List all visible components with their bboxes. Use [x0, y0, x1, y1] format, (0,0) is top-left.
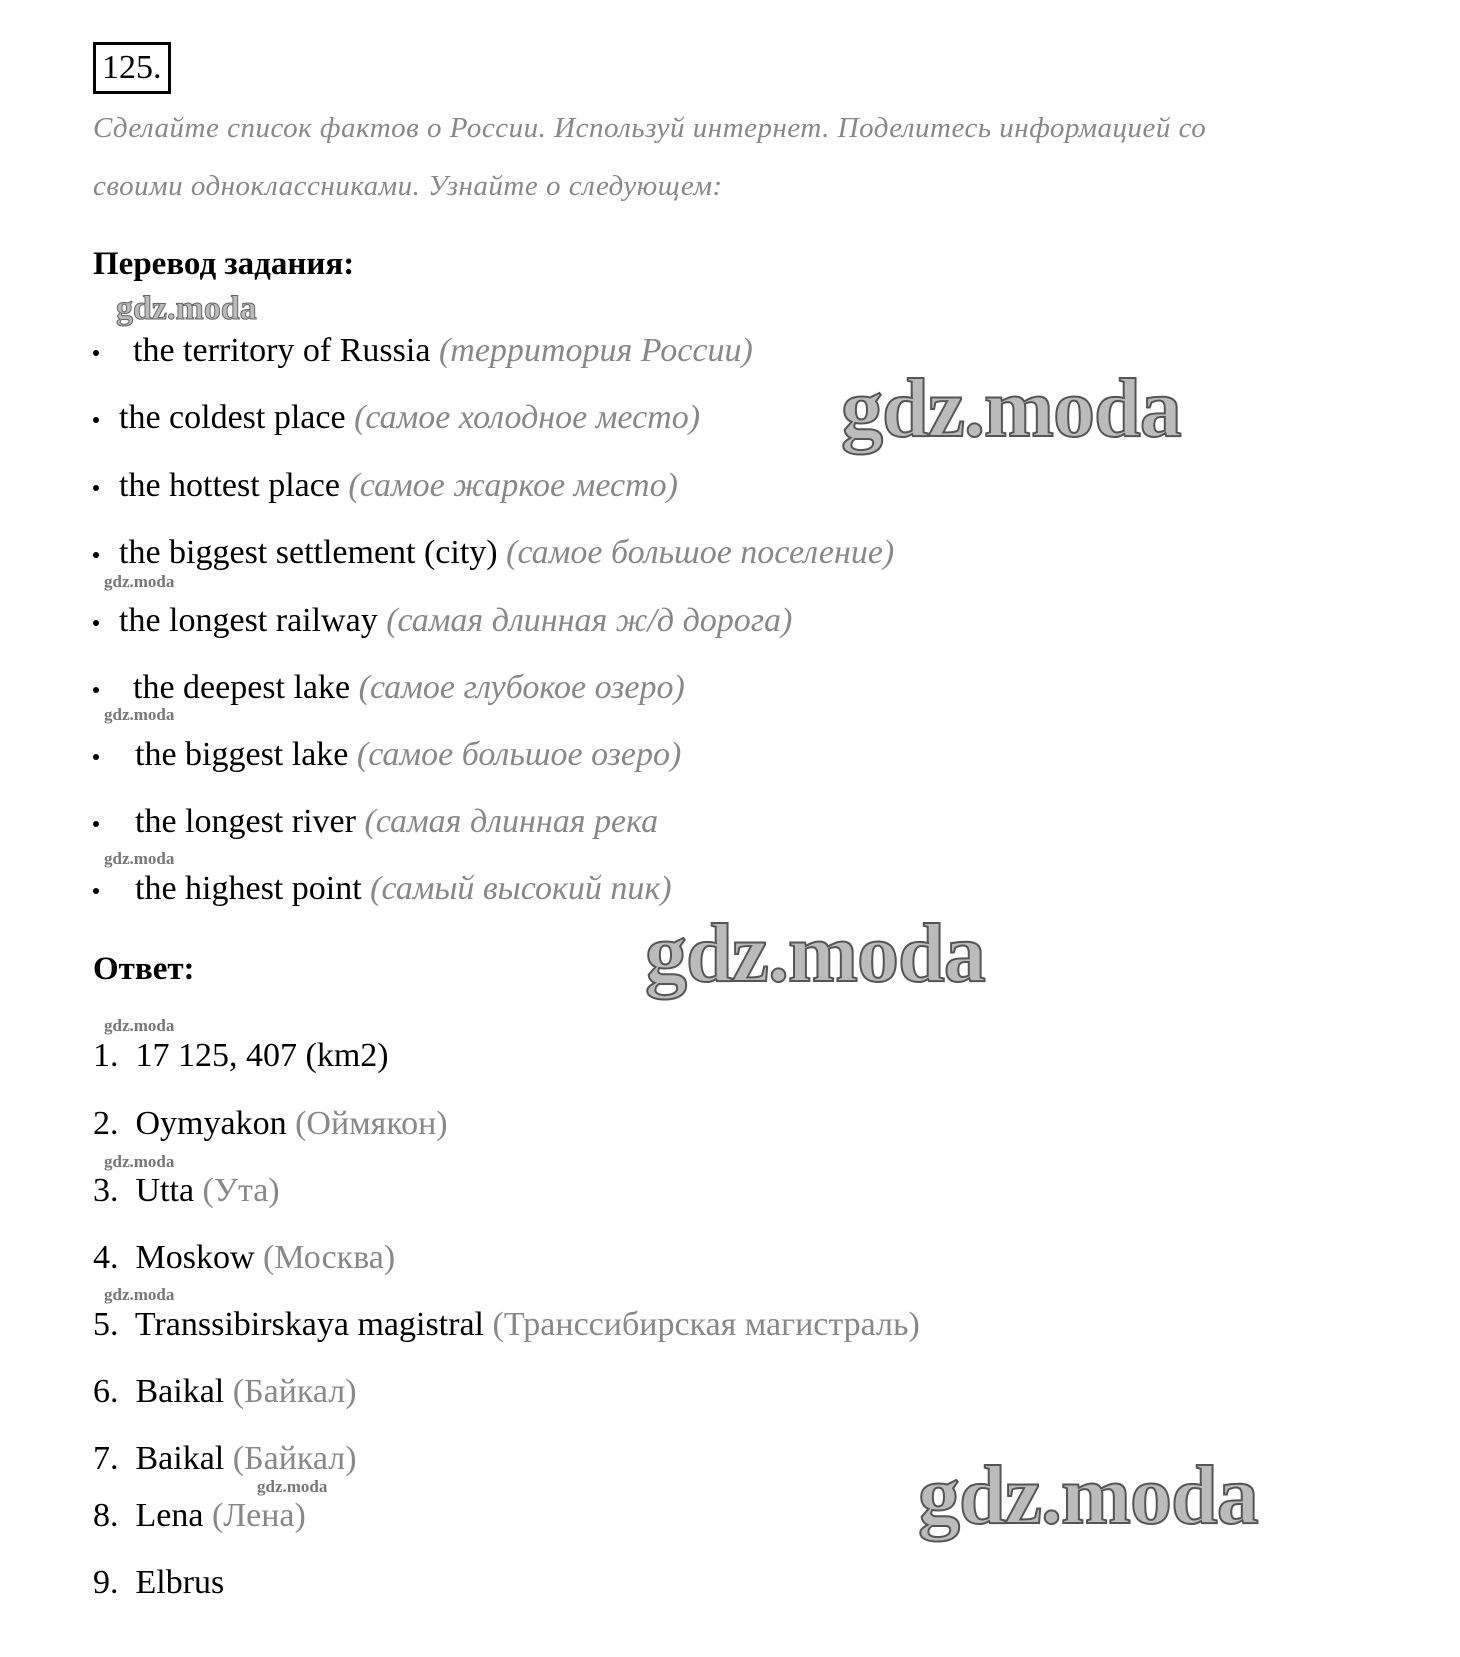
- bullet-ru: (самая длинная река: [364, 803, 659, 840]
- bullet-dot-icon: [93, 350, 99, 356]
- bullet-en: the biggest lake: [135, 736, 349, 773]
- bullet-item: [93, 802, 658, 842]
- bullet-item: [93, 735, 681, 775]
- answer-ru: (Транссибирская магистраль): [492, 1306, 920, 1343]
- answer-en: Elbrus: [135, 1564, 225, 1601]
- bullet-dot-icon: [93, 888, 99, 894]
- answer-ru: (Байкал): [232, 1440, 357, 1477]
- answer-number: 7.: [93, 1440, 119, 1477]
- bullet-dot-icon: [93, 485, 99, 491]
- answer-item: [93, 1563, 224, 1603]
- answer-number: 9.: [93, 1564, 119, 1601]
- answer-item: [93, 1171, 280, 1211]
- bullet-dot-icon: [93, 821, 99, 827]
- watermark: gdz.moda: [645, 907, 985, 1000]
- bullet-item: [93, 398, 700, 438]
- answer-en: Utta: [135, 1172, 195, 1209]
- bullet-en: the territory of Russia: [133, 332, 431, 369]
- watermark: gdz.moda: [257, 1477, 328, 1496]
- exercise-number: 125.: [93, 42, 171, 94]
- answer-item: [93, 1238, 395, 1278]
- bullet-item: [93, 466, 678, 506]
- watermark: gdz.moda: [104, 1152, 175, 1171]
- answer-en: Oymyakon: [135, 1105, 287, 1142]
- bullet-ru: (самая длинная ж/д дорога): [386, 602, 793, 639]
- bullet-ru: (территория России): [438, 332, 753, 369]
- instruction-line-1: Сделайте список фактов о России. Используй интернет. Поделитесь информацией со: [93, 112, 1207, 144]
- answer-item: [93, 1439, 357, 1479]
- watermark: gdz.moda: [104, 1285, 175, 1304]
- answer-item: [93, 1496, 306, 1536]
- bullet-item: [93, 869, 672, 909]
- answer-heading: Ответ:: [93, 951, 195, 987]
- translation-heading: Перевод задания:: [93, 246, 355, 282]
- watermark: gdz.moda: [104, 1016, 175, 1035]
- answer-ru: (Байкал): [232, 1373, 357, 1410]
- bullet-en: the highest point: [135, 870, 362, 907]
- bullet-item: [93, 533, 894, 573]
- answer-en: Transsibirskaya magistral: [134, 1306, 484, 1343]
- bullet-ru: (самое жаркое место): [348, 467, 678, 504]
- bullet-en: the coldest place: [119, 399, 346, 436]
- bullet-en: the longest river: [135, 803, 356, 840]
- answer-ru: (Оймякон): [295, 1105, 448, 1142]
- bullet-dot-icon: [93, 417, 99, 423]
- bullet-dot-icon: [93, 754, 99, 760]
- bullet-ru: (самое большое озеро): [356, 736, 682, 773]
- bullet-en: the deepest lake: [133, 669, 351, 706]
- answer-item: [93, 1036, 389, 1076]
- bullet-ru: (самое глубокое озеро): [358, 669, 685, 706]
- answer-number: 1.: [93, 1037, 119, 1074]
- answer-en: Lena: [135, 1497, 204, 1534]
- answer-en: Baikal: [135, 1373, 225, 1410]
- bullet-item: [93, 601, 792, 641]
- watermark: gdz.moda: [104, 849, 175, 868]
- watermark: gdz.moda: [918, 1449, 1258, 1542]
- answer-en: Baikal: [135, 1440, 225, 1477]
- bullet-item: [93, 668, 685, 708]
- bullet-dot-icon: [93, 620, 99, 626]
- answer-ru: (Москва): [263, 1239, 396, 1276]
- bullet-dot-icon: [93, 687, 99, 693]
- answer-number: 5.: [93, 1306, 119, 1343]
- watermark: gdz.moda: [104, 572, 175, 591]
- bullet-item: [93, 331, 753, 371]
- answer-number: 3.: [93, 1172, 119, 1209]
- instruction-line-2: своими одноклассниками. Узнайте о следующем:: [93, 170, 723, 202]
- answer-number: 8.: [93, 1497, 119, 1534]
- bullet-en: the longest railway: [119, 602, 378, 639]
- answer-number: 4.: [93, 1239, 119, 1276]
- watermark: gdz.moda: [841, 362, 1181, 455]
- bullet-ru: (самое холодное место): [354, 399, 701, 436]
- bullet-ru: (самый высокий пик): [370, 870, 672, 907]
- answer-item: [93, 1305, 920, 1345]
- bullet-en: the biggest settlement (city): [119, 534, 498, 571]
- answer-ru: (Лена): [211, 1497, 306, 1534]
- bullet-ru: (самое большое поселение): [506, 534, 895, 571]
- bullet-en: the hottest place: [119, 467, 340, 504]
- answer-ru: (Ута): [202, 1172, 280, 1209]
- answer-item: [93, 1372, 357, 1412]
- answer-number: 6.: [93, 1373, 119, 1410]
- answer-item: [93, 1104, 448, 1144]
- bullet-dot-icon: [93, 552, 99, 558]
- watermark: gdz.moda: [116, 290, 257, 327]
- watermark: gdz.moda: [104, 705, 175, 724]
- answer-en: 17 125, 407 (km2): [135, 1037, 389, 1074]
- answer-number: 2.: [93, 1105, 119, 1142]
- answer-en: Moskow: [135, 1239, 255, 1276]
